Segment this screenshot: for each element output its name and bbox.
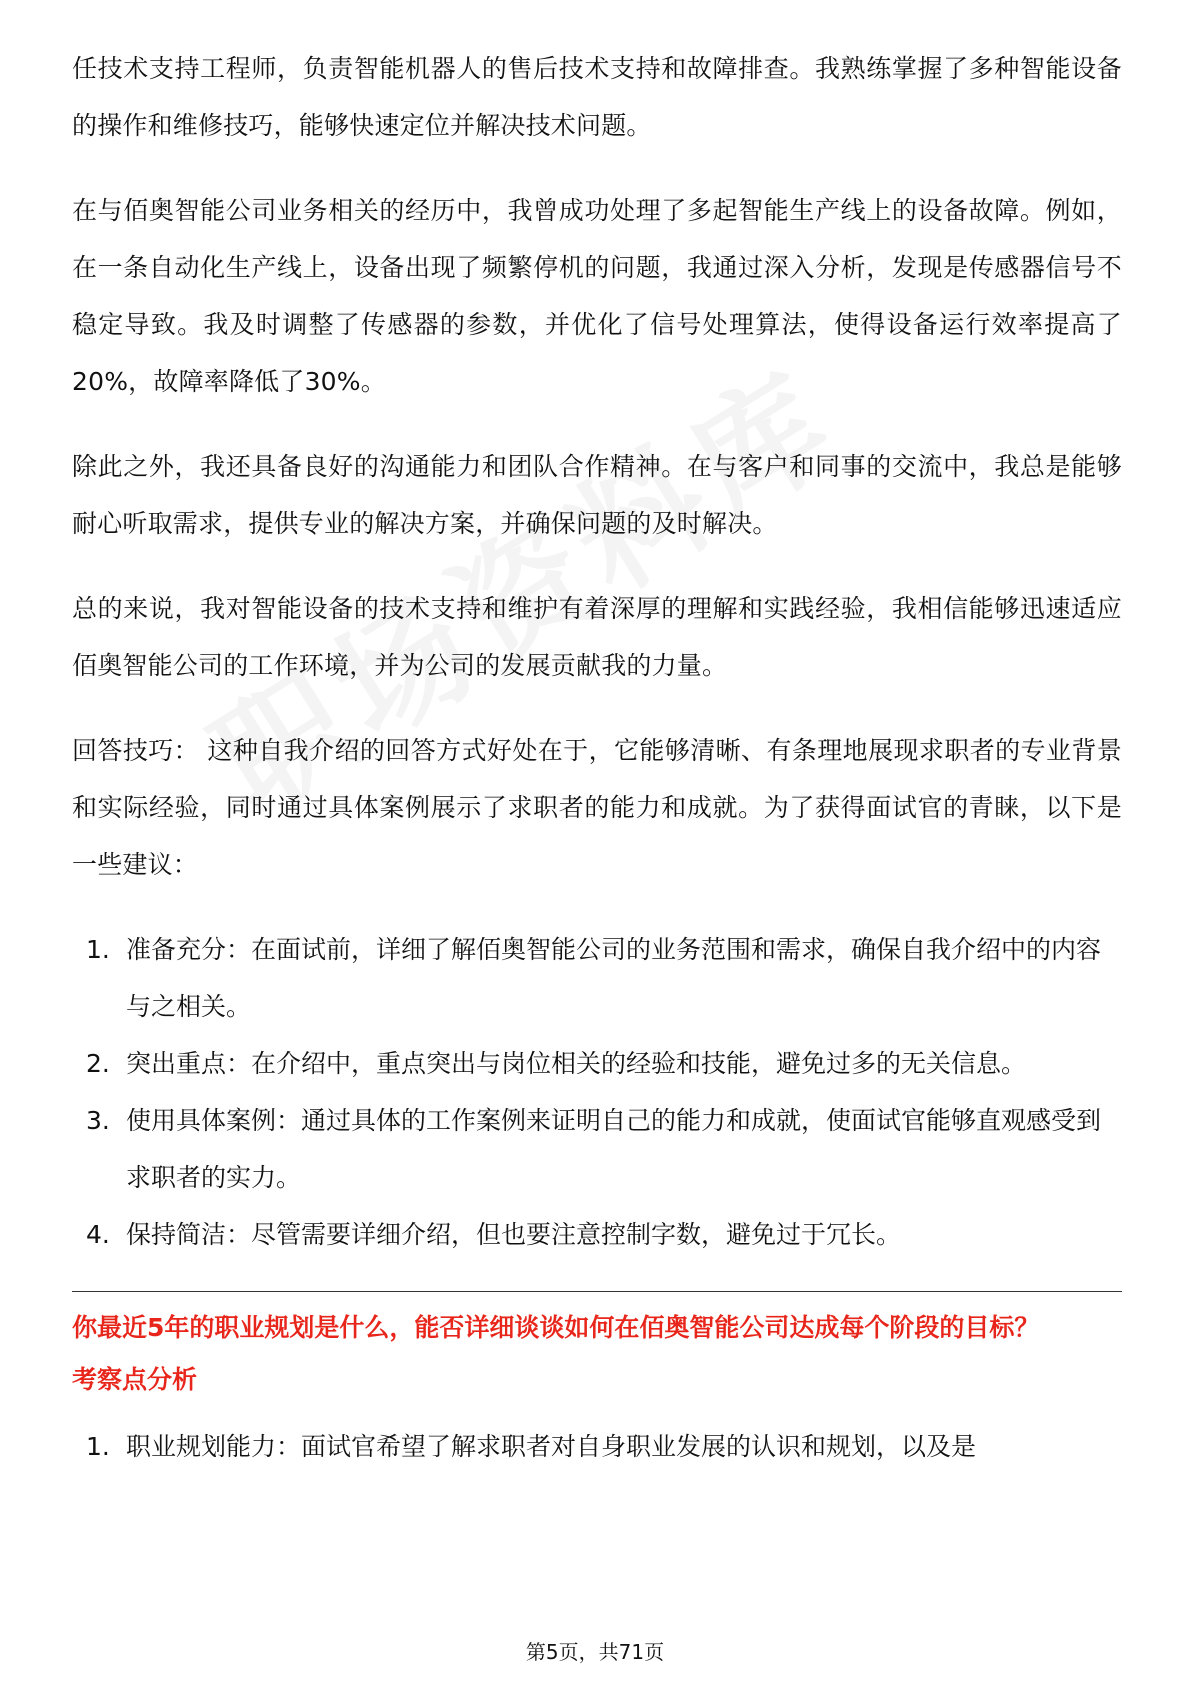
analysis-list xyxy=(72,1418,1122,1475)
list-item-number: 2. xyxy=(86,1049,110,1078)
paragraph-skills: 除此之外，我还具备良好的沟通能力和团队合作精神。在与客户和同事的交流中，我总是能够耐心听取需求，提供专业的解决方案，并确保问题的及时解决。 xyxy=(72,452,1122,538)
list-item-number: 1. xyxy=(86,1432,110,1461)
page-number-footer: 第5页，共71页 xyxy=(525,1640,665,1664)
analysis-heading: 考察点分析 xyxy=(72,1365,198,1394)
list-item-text: 准备充分：在面试前，详细了解佰奥智能公司的业务范围和需求，确保自我介绍中的内容与之相关。 xyxy=(126,935,1102,1021)
list-item-number: 1. xyxy=(86,935,110,964)
page-content xyxy=(72,40,1122,1475)
list-item-number: 4. xyxy=(86,1220,110,1249)
list-item xyxy=(72,1418,1122,1475)
list-item-number: 3. xyxy=(86,1106,110,1135)
paragraph-experience: 在与佰奥智能公司业务相关的经历中，我曾成功处理了多起智能生产线上的设备故障。例如，在一条自动化生产线上，设备出现了频繁停机的问题，我通过深入分析，发现是传感器信号不稳定导致。我及时调整了传感器的参数，并优化了信号处理算法，使得设备运行效率提高了20%，故障率降低了30%。 xyxy=(72,196,1122,396)
list-item-text: 使用具体案例：通过具体的工作案例来证明自己的能力和成就，使面试官能够直观感受到求职者的实力。 xyxy=(126,1106,1102,1192)
list-item xyxy=(72,1092,1122,1206)
section-divider xyxy=(72,1291,1122,1292)
paragraph-intro: 任技术支持工程师，负责智能机器人的售后技术支持和故障排查。我熟练掌握了多种智能设备的操作和维修技巧，能够快速定位并解决技术问题。 xyxy=(72,54,1122,140)
list-item-text: 职业规划能力：面试官希望了解求职者对自身职业发展的认识和规划，以及是 xyxy=(126,1432,977,1461)
list-item-text: 突出重点：在介绍中，重点突出与岗位相关的经验和技能，避免过多的无关信息。 xyxy=(126,1049,1027,1078)
paragraph-summary: 总的来说，我对智能设备的技术支持和维护有着深厚的理解和实践经验，我相信能够迅速适应佰奥智能公司的工作环境，并为公司的发展贡献我的力量。 xyxy=(72,594,1122,680)
paragraph-answer-tips: 回答技巧： 这种自我介绍的回答方式好处在于，它能够清晰、有条理地展现求职者的专业背景和实际经验，同时通过具体案例展示了求职者的能力和成就。为了获得面试官的青睐，以下是一些建议： xyxy=(72,736,1122,879)
list-item xyxy=(72,1035,1122,1092)
list-item xyxy=(72,921,1122,1035)
tips-list xyxy=(72,921,1122,1263)
list-item-text: 保持简洁：尽管需要详细介绍，但也要注意控制字数，避免过于冗长。 xyxy=(126,1220,902,1249)
list-item xyxy=(72,1206,1122,1263)
interview-question: 你最近5年的职业规划是什么，能否详细谈谈如何在佰奥智能公司达成每个阶段的目标？ xyxy=(72,1313,1040,1342)
